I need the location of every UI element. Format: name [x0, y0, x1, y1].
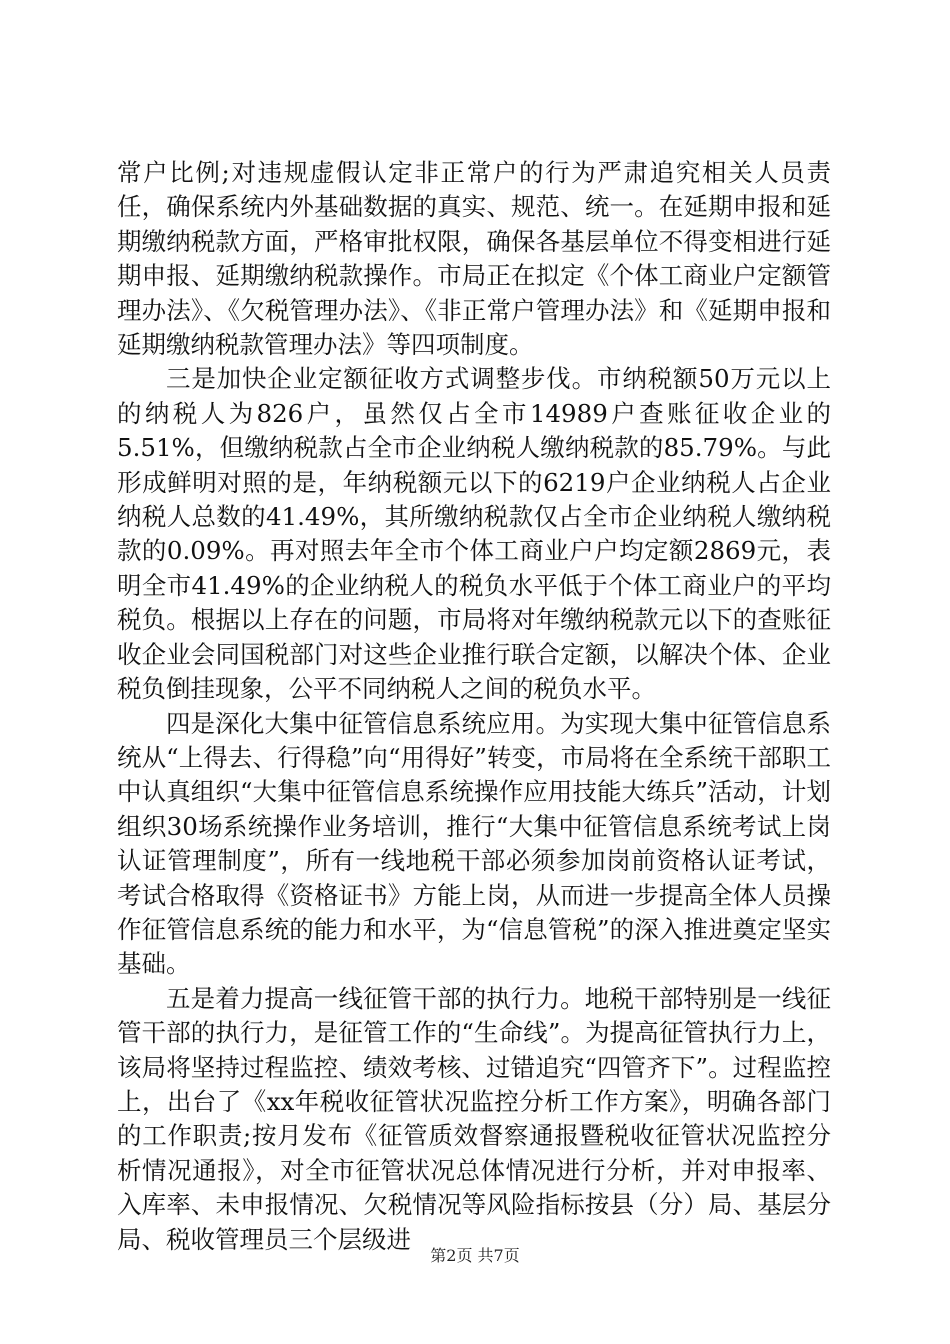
paragraph-item-three: 三是加快企业定额征收方式调整步伐。市纳税额50万元以上的纳税人为826户，虽然仅占全市14989户查账征收企业的5.51%，但缴纳税款占全市企业纳税人缴纳税款的85.79%。与此形成鲜明对照的是，年纳税额元以下的6219户企业纳税人占企业纳税人总数的41.49%，其所缴纳税款仅占全市企业纳税人缴纳税款的0.09%。再对照去年全市个体工商业户户均定额2869元，表明全市41.49%的企业纳税人的税负水平低于个体工商业户的平均税负。根据以上存在的问题，市局将对年缴纳税款元以下的查账征收企业会同国税部门对这些企业推行联合定额，以解决个体、企业税负倒挂现象，公平不同纳税人之间的税负水平。	[117, 364, 831, 704]
paragraph-item-four: 四是深化大集中征管信息系统应用。为实现大集中征管信息系统从“上得去、行得稳”向“用得好”转变，市局将在全系统干部职工中认真组织“大集中征管信息系统操作应用技能大练兵”活动，计划组织30场系统操作业务培训，推行“大集中征管信息系统考试上岗认证管理制度”，所有一线地税干部必须参加岗前资格认证考试，考试合格取得《资格证书》方能上岗，从而进一步提高全体人员操作征管信息系统的能力和水平，为“信息管税”的深入推进奠定坚实基础。	[117, 708, 831, 979]
paragraph-item-five: 五是着力提高一线征管干部的执行力。地税干部特别是一线征管干部的执行力，是征管工作的“生命线”。为提高征管执行力上，该局将坚持过程监控、绩效考核、过错追究“四管齐下”。过程监控上，出台了《xx年税收征管状况监控分析工作方案》，明确各部门的工作职责;按月发布《征管质效督察通报暨税收征管状况监控分析情况通报》，对全市征管状况总体情况进行分析，并对申报率、入库率、未申报情况、欠税情况等风险指标按县（分）局、基层分局、税收管理员三个层级进	[117, 983, 831, 1254]
paragraph-continued: 常户比例;对违规虚假认定非正常户的行为严肃追究相关人员责任，确保系统内外基础数据的真实、规范、统一。在延期申报和延期缴纳税款方面，严格审批权限，确保各基层单位不得变相进行延期申报、延期缴纳税款操作。市局正在拟定《个体工商业户定额管理办法》、《欠税管理办法》、《非正常户管理办法》和《延期申报和延期缴纳税款管理办法》等四项制度。	[117, 158, 831, 360]
body-text	[117, 156, 831, 1257]
page-number-footer: 第2页 共7页	[430, 1246, 520, 1265]
